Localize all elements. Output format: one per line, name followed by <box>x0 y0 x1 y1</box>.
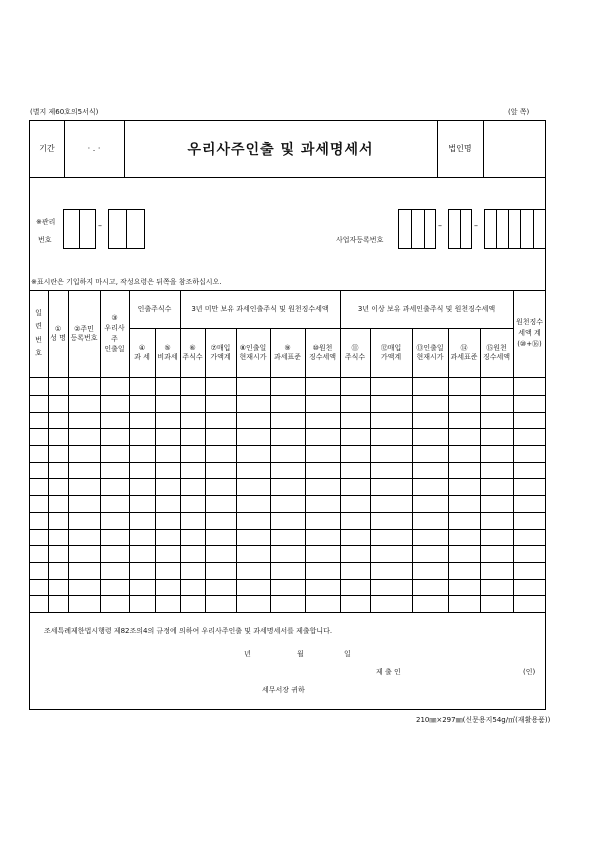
submitter-label: 제 출 인 <box>376 668 401 676</box>
form-code: (별지 제60호의5서식) <box>30 108 99 116</box>
sub-header-tax-under3: ⑩원천 징수세액 <box>308 344 337 361</box>
table-row <box>29 445 546 446</box>
table-row <box>29 595 546 596</box>
period-label: 기간 <box>39 143 55 153</box>
sub-header-purchase-over3: ⑫매입 가액계 <box>380 344 402 361</box>
sub-header-tax-over3: ⑮원천 징수세액 <box>482 344 511 361</box>
biz-reg-no-label: 사업자등록번호 <box>336 236 384 244</box>
instruction-note: ※표시란은 기입하지 마시고, 작성요령은 뒤쪽을 참조하십시오. <box>31 278 222 286</box>
col-withdraw-date-header: ③ 우리사 주 인출일 <box>104 313 125 353</box>
sub-header-purchase-under3: ⑦매입 가액계 <box>210 344 231 361</box>
table-row <box>29 512 546 513</box>
page-side-label: (앞 쪽) <box>508 108 530 116</box>
paper-spec: 210㎜×297㎜(신문용지54g/㎡(재활용품)) <box>416 716 551 724</box>
table-row <box>29 545 546 546</box>
table-row <box>29 562 546 563</box>
sub-header-taxbase-under3: ⑨ 과세표준 <box>273 344 302 361</box>
sub-header-market-over3: ⑬인출일 현재시가 <box>416 344 444 361</box>
period-marks: · . · <box>87 143 101 153</box>
serial-no-header: 일 련 번 호 <box>35 308 42 357</box>
sub-header-shares-under3: ⑥ 주식수 <box>182 344 203 361</box>
table-row <box>29 529 546 530</box>
year-label: 년 <box>244 650 251 658</box>
recipient-label: 세무서장 귀하 <box>262 686 305 694</box>
biz-reg-no-dash-2: – <box>474 221 478 230</box>
corp-name-field[interactable] <box>483 120 546 177</box>
corp-name-label: 법인명 <box>448 143 472 153</box>
group-withdrawn-shares: 인출주식수 <box>137 304 172 313</box>
sub-header-nontaxable: ⑤ 비과세 <box>157 344 178 361</box>
biz-reg-no-dash-1: – <box>438 221 442 230</box>
sub-header-market-under3: ⑧인출일 현재시가 <box>239 344 267 361</box>
seal-mark: (인) <box>523 668 536 676</box>
table-row <box>29 579 546 580</box>
table-row <box>29 412 546 413</box>
sub-header-shares-over3: ⑪ 주식수 <box>344 344 366 361</box>
day-label: 일 <box>344 650 351 658</box>
table-row <box>29 495 546 496</box>
table-row <box>29 478 546 479</box>
group-total-tax: 원천징수 세액 계 (⑩+⑯) <box>515 317 544 349</box>
mgmt-no-dash: – <box>98 221 102 230</box>
biz-reg-no-field-3[interactable] <box>484 209 546 249</box>
sub-header-taxbase-over3: ⑭ 과세표준 <box>450 344 478 361</box>
page-title: 우리사주인출 및 과세명세서 <box>187 141 374 158</box>
mgmt-no-label: ※관리 <box>36 218 56 226</box>
month-label: 월 <box>297 650 304 658</box>
group-over-3-years: 3년 이상 보유 과세인출주식 및 원천징수세액 <box>357 304 496 313</box>
mgmt-no-label-2: 번호 <box>38 236 52 244</box>
group-under-3-years: 3년 미만 보유 과세인출주식 및 원천징수세액 <box>191 304 329 313</box>
col-name-header: ① 성 명 <box>50 325 66 342</box>
biz-reg-no-field-1[interactable] <box>398 209 436 249</box>
submission-statement: 조세특례제한법시행령 제82조의4의 규정에 의하여 우리사주인출 및 과세명세서를 제출합니다. <box>44 627 333 635</box>
table-row <box>29 428 546 429</box>
sub-header-taxable: ④ 과 세 <box>134 344 150 361</box>
col-resident-no-header: ②주민 등록번호 <box>70 325 98 342</box>
table-row <box>29 462 546 463</box>
